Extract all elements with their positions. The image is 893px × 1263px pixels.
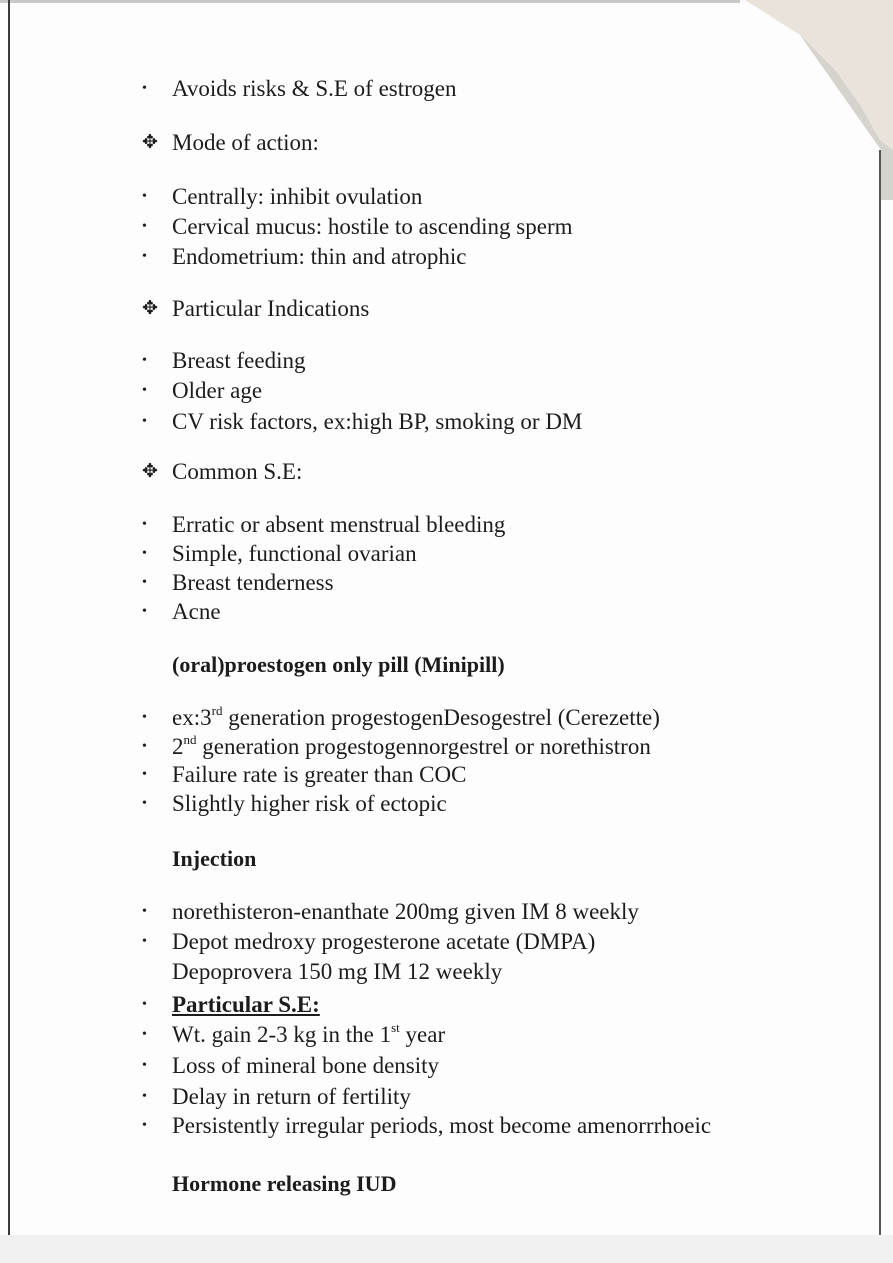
bullet: • xyxy=(142,997,147,1012)
bullet: • xyxy=(142,710,147,725)
bullet: • xyxy=(142,383,147,398)
bullet: • xyxy=(142,249,147,264)
bullet: • xyxy=(142,575,147,590)
bullet: • xyxy=(142,219,147,234)
bullet: • xyxy=(142,739,147,754)
bullet: • xyxy=(142,1027,147,1042)
bullet: • xyxy=(142,934,147,949)
bullet: • xyxy=(142,353,147,368)
diamond-bullet-icon: ✥ xyxy=(142,461,156,482)
injection-heading: Injection xyxy=(172,846,257,871)
bullet: • xyxy=(142,604,147,619)
bullet: • xyxy=(142,767,147,782)
bullet: • xyxy=(142,904,147,919)
bullet: • xyxy=(142,1089,147,1104)
iud-heading: Hormone releasing IUD xyxy=(172,1171,397,1196)
bullet: • xyxy=(142,81,147,96)
bullet: • xyxy=(142,1118,147,1133)
bullet: • xyxy=(142,414,147,429)
bullet: • xyxy=(142,189,147,204)
bullet: • xyxy=(142,796,147,811)
bullet: • xyxy=(142,546,147,561)
bullet: • xyxy=(142,1058,147,1073)
diamond-bullet-icon: ✥ xyxy=(142,298,156,319)
diamond-bullet-icon: ✥ xyxy=(142,132,156,153)
particular-se-label: Particular S.E: xyxy=(172,992,320,1017)
bullet: • xyxy=(142,517,147,532)
document-content: • Avoids risks & S.E of estrogen ✥ Mode of action: • Centrally: inhibit ovulation • Cervical mucus: hostile to ascending sperm • Endometrium: thin and atrophic ✥ Particular Indications • Breast feeding • Older age • CV risk factors, ex:high BP, smoking or DM ✥ Common S.E: • Erratic or absent menstrual bleeding • Simple, functional ovarian • Breast tenderness • Acne (oral)proestogen only pill (Minipill) • ex:3rd generation progestogenDesogestrel (Cerezette) • 2nd generation progestogennorgestrel or norethistron • Failure rate is greater than COC • Slightly higher risk of ectopic Injection • norethisteron-enanthate 200mg given IM 8 weekly • Depot medroxy progesterone acetate (DMPA) Depoprovera 150 mg IM 12 weekly • Particular S.E: • Wt. gain 2-3 kg in the 1st year • Loss of mineral bone density • Delay in return of fertility • Persistently irregular periods, most become amenorrrhoeic Hormone releasing IUD xyxy=(142,76,712,1196)
minipill-heading: (oral)proestogen only pill (Minipill) xyxy=(172,652,505,677)
